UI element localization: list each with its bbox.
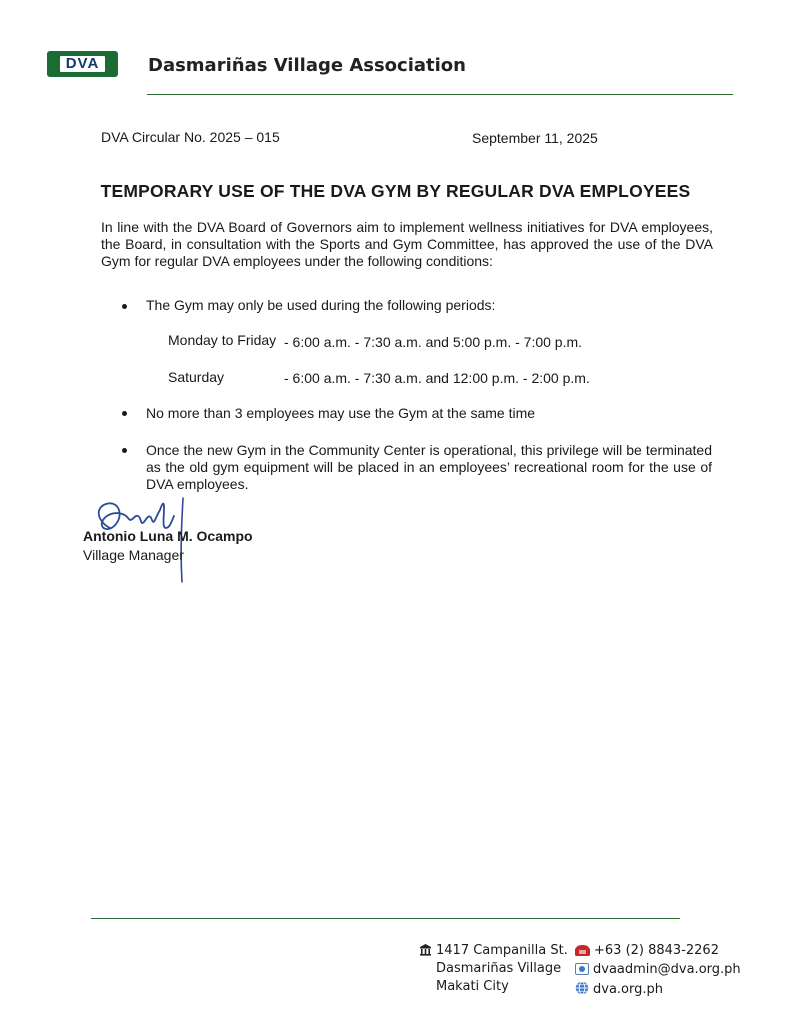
signatory-title: Village Manager	[83, 547, 184, 563]
intro-paragraph: In line with the DVA Board of Governors aim to implement wellness initiatives for DVA employees, the Board, in consultation with the Sports and Gym Committee, has approved the use of the DVA Gym for regular DVA employees under the following conditions:	[101, 219, 713, 269]
circular-date: September 11, 2025	[472, 130, 598, 146]
website-url: dva.org.ph	[593, 982, 663, 997]
bullet-item: The Gym may only be used during the following periods:	[146, 297, 496, 313]
schedule-day: Saturday	[168, 369, 225, 385]
email-address: dvaadmin@dva.org.ph	[593, 962, 741, 977]
email-line	[575, 962, 741, 977]
organization-name: Dasmariñas Village Association	[148, 55, 466, 76]
dva-logo	[47, 51, 118, 77]
phone-line	[575, 943, 719, 958]
circular-number: DVA Circular No. 2025 – 015	[101, 129, 280, 145]
website-line	[575, 981, 663, 997]
bullet-dot	[122, 411, 127, 416]
footer-divider	[91, 918, 680, 919]
schedule-time: - 6:00 a.m. - 7:30 a.m. and 5:00 p.m. - 7:00 p.m.	[284, 334, 583, 350]
address-line	[419, 943, 568, 958]
phone-number: +63 (2) 8843-2262	[594, 943, 719, 958]
globe-icon	[575, 981, 589, 995]
document-title: TEMPORARY USE OF THE DVA GYM BY REGULAR DVA EMPLOYEES	[100, 181, 691, 201]
bullet-dot	[122, 304, 127, 309]
building-icon	[419, 943, 432, 956]
bullet-dot	[122, 448, 127, 453]
address-village: Dasmariñas Village	[436, 961, 562, 976]
logo-text: DVA	[60, 56, 106, 72]
email-icon	[575, 963, 589, 975]
bullet-item: Once the new Gym in the Community Center is operational, this privilege will be terminated as the old gym equipment will be placed in an employees’ recreational room for the use of DVA employees.	[146, 442, 712, 492]
telephone-icon	[575, 944, 590, 956]
schedule-time: - 6:00 a.m. - 7:30 a.m. and 12:00 p.m. - 2:00 p.m.	[284, 370, 590, 386]
bullet-item: No more than 3 employees may use the Gym at the same time	[146, 405, 536, 421]
signatory-name: Antonio Luna M. Ocampo	[83, 528, 253, 544]
address-city: Makati City	[436, 979, 509, 994]
address-street: 1417 Campanilla St.	[436, 943, 568, 958]
schedule-day: Monday to Friday	[168, 332, 277, 348]
header-divider	[147, 94, 733, 95]
